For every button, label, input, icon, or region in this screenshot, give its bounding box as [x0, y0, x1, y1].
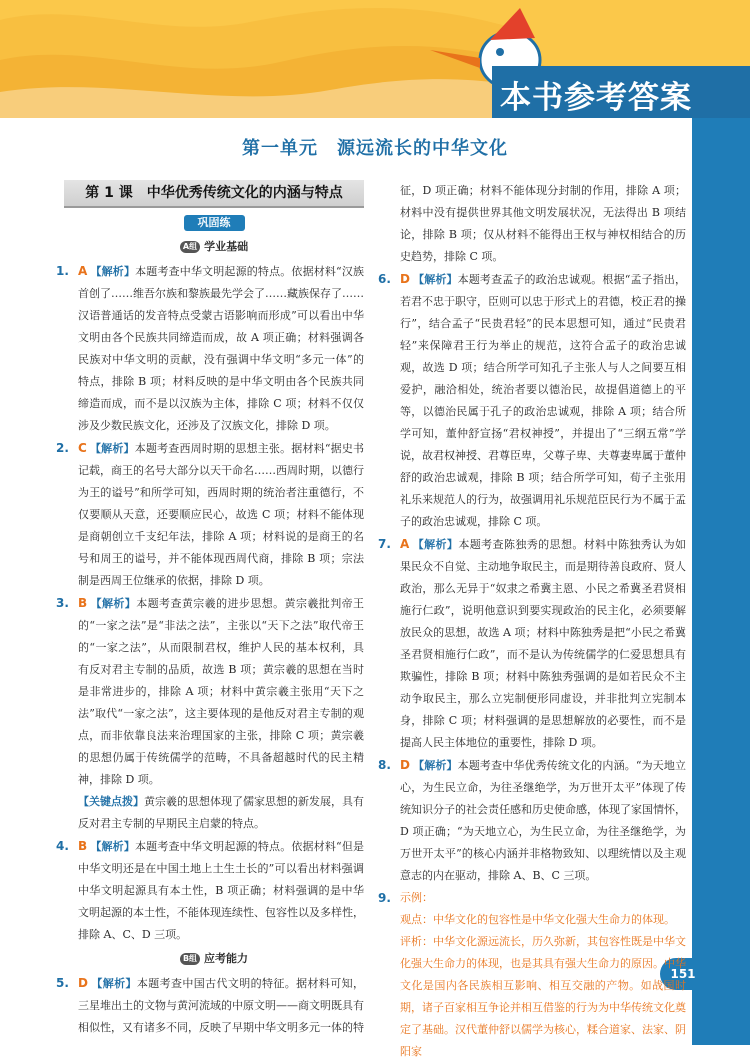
unit-title: 第一单元 源远流长的中华文化 [242, 138, 508, 159]
book-answer-title: 本书参考答案 [500, 80, 692, 116]
answer-item-1: 1. A 【解析】本题考查中华文明起源的特点。依据材料“汉族首创了……维吾尔族和黎族最先学会了……藏族保存了……汉语普通话的发音特点受蒙古语影响而形成”可以看出中华文明由各个民族共同缔造而成，故 A 项正确；材料强调各民族对中华文明的贡献，没有强调中华文明“多元一体”的特点，排除 B 项；材料反映的是中华文明由各个民族共同缔造而成，而不是以汉族为主体，排除 C 项；材料不仅仅涉及少数民族文化，还涉及了汉族文化，排除 D 项。 [56, 264, 365, 432]
answer-item-7: 7. A 【解析】本题考查陈独秀的思想。材料中陈独秀认为如果民众不自觉、主动地争取民主，而是期待善良政府、贤人政治，那么无异于“奴隶之希冀主恩、小民之希冀圣君贤相施行仁政”，说明他意识到要实现政治的民主化，必须要解放民众的思想，故选 A 项；材料中陈独秀是把“小民之希冀圣君贤相施行仁政”，而不是认为传统儒学的仁爱思想具有欺骗性，排除 B 项；材料中陈独秀强调的是如若民众不主动争取民主，那么立宪制便形同虚设，并非批判立宪制本身，排除 C 项；材料强调的是思想解放的必要性，而不是提高人民主体地位的重要性，排除 D 项。 [378, 537, 687, 749]
page-number: 151 [660, 958, 706, 990]
answer-item-5-continued: 征，D 项正确；材料不能体现分封制的作用，排除 A 项；材料中没有提供世界其他文明发展状况，无法得出 B 项结论，排除 B 项；仅从材料不能得出王权与神权相结合的历史趋势，排除 C 项。 [400, 184, 686, 263]
level-b-heading: B组 应考能力 [64, 948, 364, 970]
answer-item-3: 3. B 【解析】本题考查黄宗羲的进步思想。黄宗羲批判帝王的“一家之法”是“非法之法”，主张以“天下之法”取代帝王的“一家之法”，从而限制君权，维护人民的基本权利，具有反对君主专制的品质，故选 B 项；黄宗羲的思想在当时是非常进步的，排除 A 项；材料中黄宗羲主张用“天下之法”取代“一家之法”，这主要体现的是他反对君主专制的观点，而非依靠良法来治理国家的主张，排除 C 项；黄宗羲的思想仍属于传统儒学的范畴，不具备超越时代的民主精神，排除 D 项。 [56, 596, 365, 786]
right-column [378, 180, 687, 1063]
answer-item-8: 8. D 【解析】本题考查中华优秀传统文化的内涵。“为天地立心，为生民立命，为往圣继绝学，为万世开太平”体现了传统知识分子的社会责任感和历史使命感，体现了家国情怀，D 项正确；“为天地立心，为生民立命，为往圣继绝学，为万世开太平”的核心内涵并非格物致知、以理统情以及主观意志的内在驱动，排除 A、B、C 三项。 [378, 758, 687, 882]
header-banner [0, 0, 750, 118]
key-point-note: 【关键点拨】黄宗羲的思想体现了儒家思想的新发展，具有反对君主专制的早期民主启蒙的特点。 [78, 795, 364, 830]
level-a-badge: A组 [180, 241, 200, 253]
answer-item-6: 6. D 【解析】本题考查孟子的政治忠诚观。根据“孟子指出，若君不忠于职守，臣则可以忠于形式上的君德，校正君的操行”，结合孟子“民贵君轻”的民本思想可知，通过“民贵君轻”来保障君王行为举止的规范，这符合孟子的政治忠诚观，故选 D 项；结合所学可知孔子主张人与人之间要互相爱护，融洽相处，统治者要以德治民，故提倡道德上的平等，以德治民属于孔子的政治忠诚观，排除 A 项；结合所学可知，董仲舒宣扬“君权神授”，并提出了“三纲五常”学说，故君权神授、君尊臣卑，父尊子卑、夫尊妻卑属于董仲舒的政治忠诚观，排除 B 项；结合所学可知，荀子主张用礼乐来规范人的行为，故强调用礼乐规范臣民行为不属于孟子的政治忠诚观，排除 C 项。 [378, 272, 687, 528]
level-a-heading: A组 学业基础 [64, 236, 364, 258]
left-column [56, 180, 365, 1039]
side-band [692, 118, 750, 1045]
answer-item-9: 9. 示例： [378, 891, 433, 905]
answer-item-4: 4. B 【解析】本题考查中华文明起源的特点。依据材料“但是中华文明还是在中国土地上土生土长的”可以看出材料强调中华文明起源具有本土性，B 项正确；材料强调的是中华文明起源的本土性，不能体现连续性、包容性以及多样性，排除 A、C、D 三项。 [56, 839, 364, 941]
answer-9-viewpoint: 观点：中华文化的包容性是中华文化强大生命力的体现。 [400, 913, 675, 926]
level-b-badge: B组 [180, 953, 200, 965]
practice-label: 巩固练 [64, 212, 364, 234]
answer-item-5: 5. D 【解析】本题考查中国古代文明的特征。据材料可知，三星堆出土的文物与黄河流域的中原文明——商文明既具有相似性，又有诸多不同，反映了早期中华文明多元一体的特 [56, 976, 365, 1034]
lesson-title: 第 1 课 中华优秀传统文化的内涵与特点 [64, 180, 364, 208]
answer-9-evaluation: 评析：中华文化源远流长，历久弥新，其包容性既是中华文化强大生命力的体现，也是其具有强大生命力的原因。中华文化是国内各民族相互影响、相互交融的产物。如战国时期，诸子百家相互争论并相互借鉴的行为为中华传统文化奠定了基础。汉代董仲舒以儒学为核心，糅合道家、法家、阴阳家 [400, 935, 686, 1058]
answer-item-2: 2. C 【解析】本题考查西周时期的思想主张。据材料“据史书记载，商王的名号大部分以天干命名……西周时期，以德行为王的谥号”和所学可知，西周时期的统治者注重德行，不仅要顺从天意，还要顺应民心，故选 C 项；材料不能体现是商朝创立千支纪年法，排除 A 项；材料说的是商王的名号和周王的谥号，并不能体现西周代商，排除 B 项；宗法制是西周王位继承的依据，排除 D 项。 [56, 441, 365, 587]
